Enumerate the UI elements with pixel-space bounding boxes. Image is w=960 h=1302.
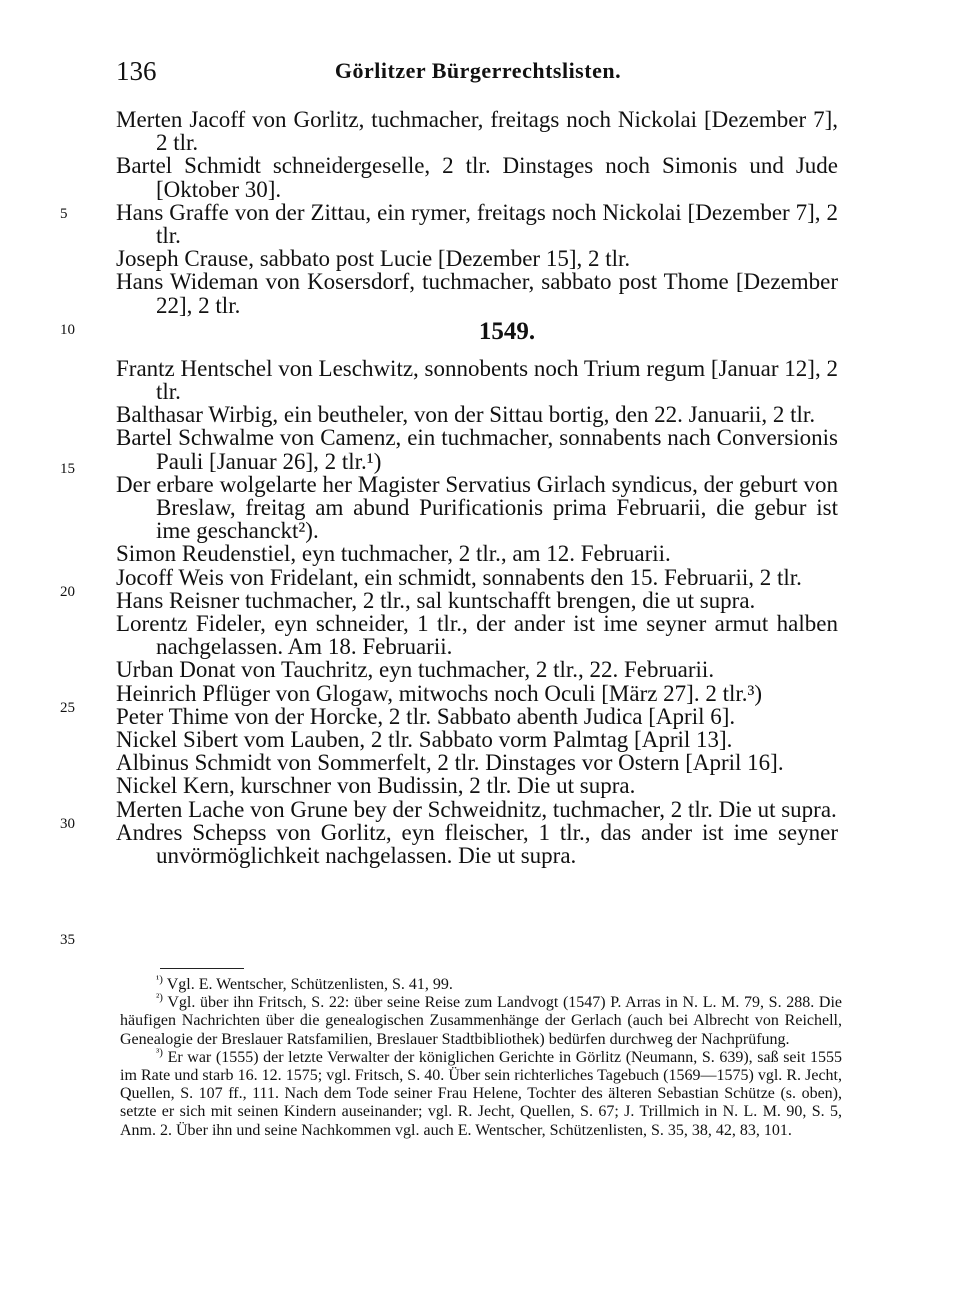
line-number-margin (0, 0, 110, 1302)
main-text (116, 108, 838, 867)
footnote (120, 1046, 843, 1140)
register-entry: Der erbare wolgelarte her Magister Servatius Girlach syndicus, der geburt von Breslaw, freitag am abund Purificationis prima Februarii, die gebur ist ime geschanckt²). (116, 471, 838, 544)
register-entry: Simon Reudenstiel, eyn tuchmacher, 2 tlr., am 12. Februarii. (116, 541, 671, 567)
register-entry: Merten Jacoff von Gorlitz, tuchmacher, freitags noch Nickolai [Dezember 7], 2 tlr. (116, 107, 838, 156)
footnote-text: Er war (1555) der letzte Verwalter der königlichen Gerichte in Görlitz (Neumann, S. 639), saß seit 1555 im Rate und starb 16. 12. 1575; vgl. Fritsch, S. 40. Über sein richterliches Tagebuch (1569—1575) vgl. R. Jecht, Quellen, S. 107 ff., 111. Nach dem Tode seiner Frau Helene, Tochter des älteren Sebastian Schütze (s. oben), setzte er sich mit seinen Kindern auseinander; vgl. R. Jecht, Quellen, S. 67; J. Trillmich in N. L. M. 90, S. 5, Anm. 2. Über ihn und seine Nachkommen vgl. auch E. Wentscher, Schützenlisten, S. 35, 38, 42, 83, 101. (120, 1048, 843, 1139)
footnotes (120, 973, 843, 1140)
footnote-marker: ²) (156, 991, 163, 1004)
register-entry: Merten Lache von Grune bey der Schweidnitz, tuchmacher, 2 tlr. Die ut supra. (116, 796, 837, 822)
register-entry: Nickel Kern, kurschner von Budissin, 2 tlr. Die ut supra. (116, 773, 636, 799)
line-number: 35 (60, 932, 75, 948)
register-entry: Nickel Sibert vom Lauben, 2 tlr. Sabbato vorm Palmtag [April 13]. (116, 727, 733, 753)
footnote-text: Vgl. E. Wentscher, Schützenlisten, S. 41, 99. (166, 976, 453, 993)
register-entry: Hans Graffe von der Zittau, ein rymer, freitags noch Nickolai [Dezember 7], 2 tlr. (116, 199, 838, 249)
register-entry: Heinrich Pflüger von Glogaw, mitwochs noch Oculi [März 27]. 2 tlr.³) (116, 680, 763, 706)
register-entry: Andres Schepss von Gorlitz, eyn fleischer, 1 tlr., das ander ist ime seyner unvörmöglichkeit nachgelassen. Die ut supra. (116, 819, 838, 869)
register-entry: Jocoff Weis von Fridelant, ein schmidt, sonnabents den 15. Februarii, 2 tlr. (116, 564, 802, 590)
page-number: 136 (116, 56, 157, 86)
footnote (120, 973, 842, 994)
line-number: 30 (60, 816, 75, 832)
year-heading: 1549. (478, 317, 536, 345)
register-entry: Frantz Hentschel von Leschwitz, sonnobents noch Trium regum [Januar 12], 2 tlr. (116, 355, 838, 405)
footnote (120, 991, 842, 1049)
register-entry: Hans Reisner tuchmacher, 2 tlr., sal kuntschafft brengen, die ut supra. (116, 587, 756, 613)
line-number: 25 (60, 700, 75, 716)
footnote-marker: ¹) (156, 973, 163, 986)
running-title: Görlitzer Bürgerrechtslisten. (334, 58, 622, 83)
register-entry: Urban Donat von Tauchritz, eyn tuchmacher, 2 tlr., 22. Februarii. (116, 657, 715, 683)
page-header (116, 56, 840, 90)
line-number: 10 (60, 322, 75, 338)
register-entry: Bartel Schmidt schneidergeselle, 2 tlr. Dinstages noch Simonis und Jude [Oktober 30]. (116, 153, 838, 202)
register-entry: Peter Thime von der Horcke, 2 tlr. Sabbato abenth Judica [April 6]. (116, 703, 736, 729)
line-number: 20 (60, 584, 75, 600)
footnote-text: Vgl. über ihn Fritsch, S. 22: über seine Reise zum Landvogt (1547) P. Arras in N. L. M. 79, S. 288. Die häufigen Nachrichten über die genealogischen Zusammenhänge der Gerlach (auch bei Albrecht von Reichell, Genealogie der Breslauer Ratsfamilien, Breslauer Stadtbibliothek) bedürfen durchweg der Nachprüfung. (120, 994, 842, 1048)
register-entry: Bartel Schwalme von Camenz, ein tuchmacher, sonnabents nach Conversionis Pauli [Januar 26], 2 tlr.¹) (116, 425, 838, 474)
register-entry: Balthasar Wirbig, ein beutheler, von der Sittau bortig, den 22. Januarii, 2 tlr. (116, 402, 816, 428)
footnote-divider (160, 968, 244, 969)
footnote-marker: ³) (156, 1046, 163, 1059)
register-entry: Joseph Crause, sabbato post Lucie [Dezember 15], 2 tlr. (116, 246, 631, 272)
register-entry: Albinus Schmidt von Sommerfelt, 2 tlr. Dinstages vor Ostern [April 16]. (116, 750, 784, 776)
line-number: 15 (60, 461, 75, 477)
register-entry: Lorentz Fideler, eyn schneider, 1 tlr., der ander ist ime seyner armut halben nachgelassen. Am 18. Februarii. (116, 611, 838, 660)
register-entry: Hans Wideman von Kosersdorf, tuchmacher, sabbato post Thome [Dezember 22], 2 tlr. (116, 269, 838, 318)
line-number: 5 (60, 206, 68, 222)
